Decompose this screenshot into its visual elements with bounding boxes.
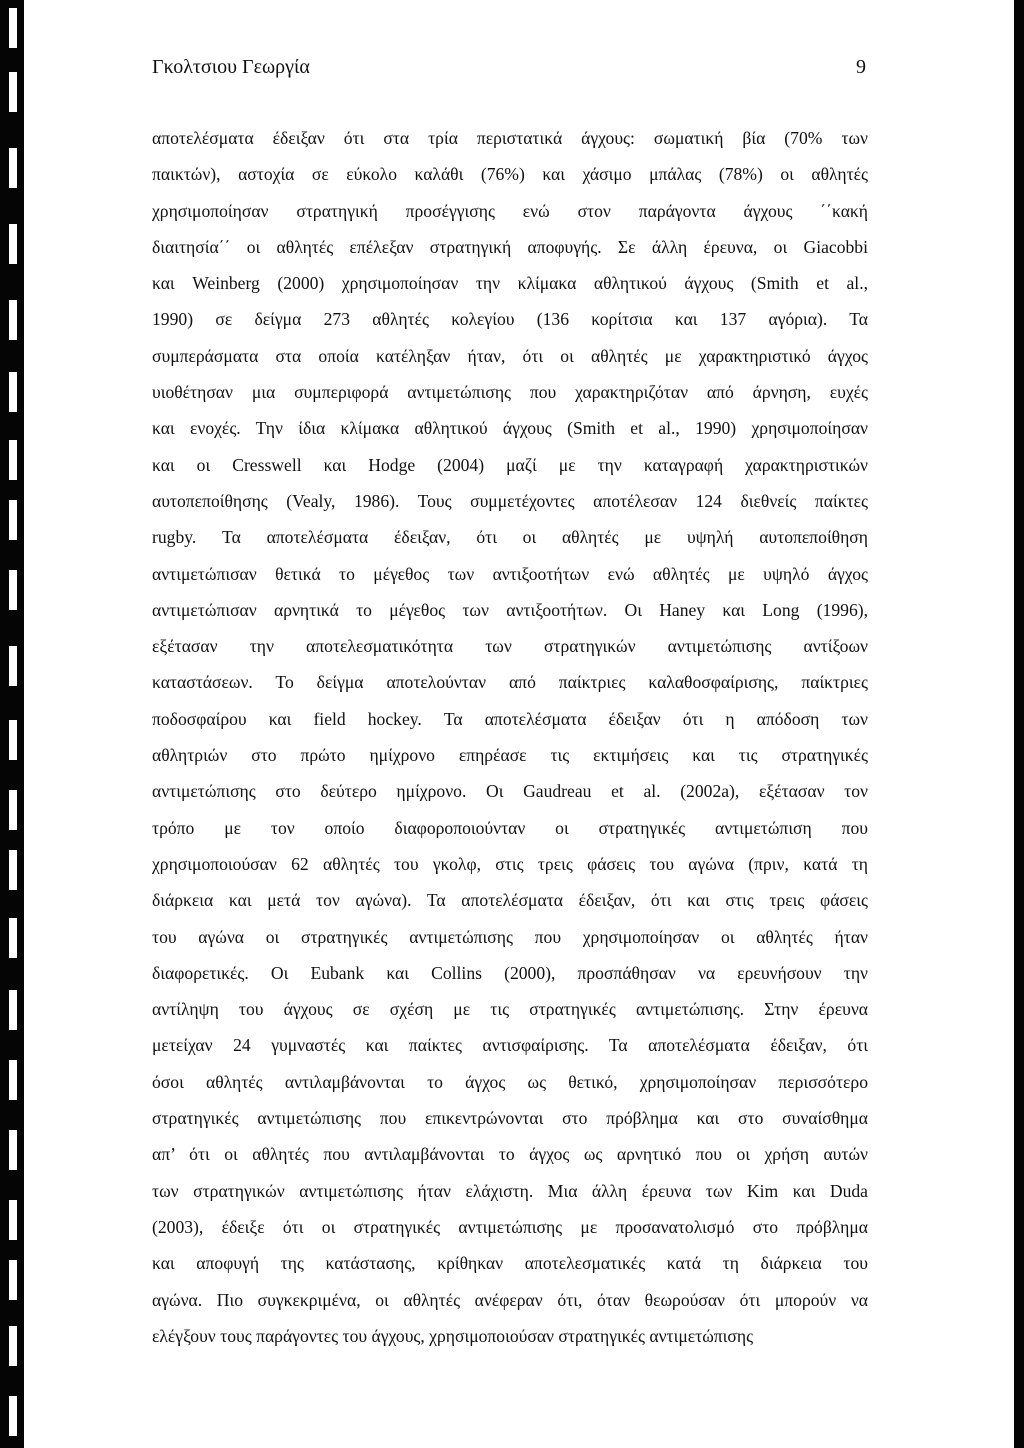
text-line: αθλητριών στο πρώτο ημίχρονο επηρέασε τις εκτιμήσεις και τις στρατηγικές	[152, 745, 868, 766]
text-line: χρησιμοποιούσαν 62 αθλητές του γκολφ, στις τρεις φάσεις του αγώνα (πριν, κατά τη	[152, 853, 868, 874]
text-line: παικτών), αστοχία σε εύκολο καλάθι (76%) και χάσιμο μπάλας (78%) οι αθλητές	[152, 164, 868, 185]
text-line: απ’ ότι οι αθλητές που αντιλαμβάνονται το άγχος ως αρνητικό που οι χρήση αυτών	[152, 1144, 868, 1165]
text-line: διαφορετικές. Οι Eubank και Collins (2000), προσπάθησαν να ερευνήσουν την	[152, 962, 868, 983]
film-hole	[9, 1130, 17, 1170]
film-hole	[9, 570, 17, 610]
text-line: και Weinberg (2000) χρησιμοποίησαν την κλίμακα αθλητικού άγχους (Smith et al.,	[152, 273, 868, 294]
text-line: (2003), έδειξε ότι οι στρατηγικές αντιμετώπισης με προσανατολισμό στο πρόβλημα	[152, 1216, 868, 1237]
text-line: των στρατηγικών αντιμετώπισης ήταν ελάχιστη. Μια άλλη έρευνα των Kim και Duda	[152, 1180, 868, 1201]
text-line: ελέγξουν τους παράγοντες του άγχους, χρησιμοποιούσαν στρατηγικές αντιμετώπισης	[152, 1325, 754, 1346]
film-hole	[9, 918, 17, 958]
text-line: τρόπο με τον οποίο διαφοροποιούνταν οι στρατηγικές αντιμετώπιση που	[152, 817, 868, 838]
scan-right-edge	[1014, 0, 1024, 1448]
film-hole	[9, 8, 17, 48]
text-line: 1990) σε δείγμα 273 αθλητές κολεγίου (136 κορίτσια και 137 αγόρια). Τα	[152, 309, 868, 330]
text-line: συμπεράσματα στα οποία κατέληξαν ήταν, ότι οι αθλητές με χαρακτηριστικό άγχος	[152, 345, 868, 366]
text-line: αποτελέσματα έδειξαν ότι στα τρία περιστατικά άγχους: σωματική βία (70% των	[152, 128, 868, 148]
film-hole	[9, 72, 17, 112]
text-line: και αποφυγή της κατάστασης, κρίθηκαν αποτελεσματικές κατά τη διάρκεια του	[152, 1253, 868, 1274]
text-line: αντιμετώπισης στο δεύτερο ημίχρονο. Οι Gaudreau et al. (2002a), εξέτασαν τον	[152, 781, 868, 802]
film-hole	[9, 148, 17, 188]
page-number: 9	[856, 56, 866, 78]
film-hole	[9, 720, 17, 760]
text-line: διαιτησία΄΄ οι αθλητές επέλεξαν στρατηγική αποφυγής. Σε άλλη έρευνα, οι Giacobbi	[152, 236, 868, 257]
page-header	[152, 56, 866, 88]
film-hole	[9, 990, 17, 1030]
text-line: αγώνα. Πιο συγκεκριμένα, οι αθλητές ανέφεραν ότι, όταν θεωρούσαν ότι μπορούν να	[152, 1289, 868, 1310]
film-hole	[9, 850, 17, 890]
text-line: εξέτασαν την αποτελεσματικότητα των στρατηγικών αντιμετώπισης αντίξοων	[152, 636, 868, 657]
film-hole	[9, 1326, 17, 1366]
film-hole	[9, 1260, 17, 1300]
film-hole	[9, 646, 17, 686]
text-line: χρησιμοποίησαν στρατηγική προσέγγισης ενώ στον παράγοντα άγχους ΄΄κακή	[152, 200, 868, 221]
header-author: Γκολτσιου Γεωργία	[152, 56, 310, 78]
film-hole	[9, 500, 17, 540]
text-line: στρατηγικές αντιμετώπισης που επικεντρώνονται στο πρόβλημα και στο συναίσθημα	[152, 1108, 868, 1129]
text-line: υιοθέτησαν μια συμπεριφορά αντιμετώπισης που χαρακτηριζόταν από άρνηση, ευχές	[152, 382, 868, 403]
text-line: αντίληψη του άγχους σε σχέση με τις στρατηγικές αντιμετώπισης. Στην έρευνα	[152, 999, 868, 1020]
film-hole	[9, 440, 17, 480]
text-line: όσοι αθλητές αντιλαμβάνονται το άγχος ως θετικό, χρησιμοποίησαν περισσότερο	[152, 1071, 868, 1092]
text-line: αντιμετώπισαν θετικά το μέγεθος των αντιξοοτήτων ενώ αθλητές με υψηλό άγχος	[152, 563, 868, 584]
text-line: και οι Cresswell και Hodge (2004) μαζί με την καταγραφή χαρακτηριστικών	[152, 454, 868, 475]
film-hole	[9, 300, 17, 340]
film-hole	[9, 790, 17, 830]
text-line: αυτοπεποίθησης (Vealy, 1986). Τους συμμετέχοντες αποτέλεσαν 124 διεθνείς παίκτες	[152, 490, 868, 511]
film-hole	[9, 224, 17, 264]
text-line: καταστάσεων. Το δείγμα αποτελούνταν από παίκτριες καλαθοσφαίρισης, παίκτριες	[152, 672, 868, 693]
film-hole	[9, 1396, 17, 1436]
text-line: μετείχαν 24 γυμναστές και παίκτες αντισφαίρισης. Τα αποτελέσματα έδειξαν, ότι	[152, 1035, 868, 1056]
text-line: διάρκεια και μετά τον αγώνα). Τα αποτελέσματα έδειξαν, ότι και στις τρεις φάσεις	[152, 890, 868, 911]
body-paragraph	[152, 120, 868, 1354]
film-hole	[9, 1060, 17, 1100]
film-hole	[9, 1200, 17, 1240]
text-line: ποδοσφαίρου και field hockey. Τα αποτελέσματα έδειξαν ότι η απόδοση των	[152, 708, 868, 729]
text-line: και ενοχές. Την ίδια κλίμακα αθλητικού άγχους (Smith et al., 1990) χρησιμοποίησαν	[152, 418, 868, 439]
film-hole	[9, 372, 17, 412]
text-line: του αγώνα οι στρατηγικές αντιμετώπισης που χρησιμοποίησαν οι αθλητές ήταν	[152, 926, 868, 947]
text-line: αντιμετώπισαν αρνητικά το μέγεθος των αντιξοοτήτων. Οι Haney και Long (1996),	[152, 599, 868, 620]
text-line: rugby. Τα αποτελέσματα έδειξαν, ότι οι αθλητές με υψηλή αυτοπεποίθηση	[152, 527, 868, 548]
scan-left-edge	[0, 0, 24, 1448]
